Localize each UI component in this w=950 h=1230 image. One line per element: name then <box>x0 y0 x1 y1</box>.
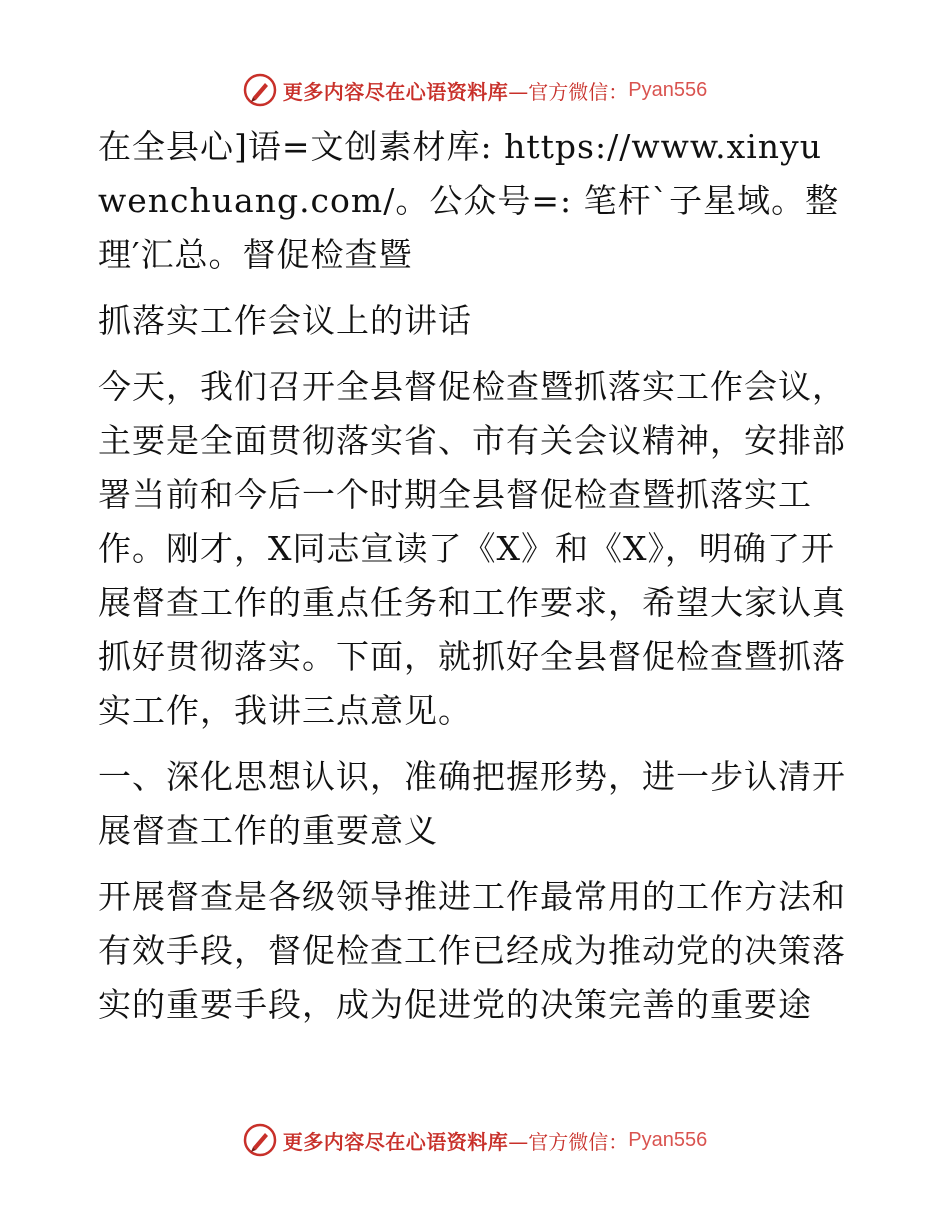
paragraph-title-line-2: 抓落实工作会议上的讲话 <box>98 301 472 340</box>
watermark-text: 更多内容尽在心语资料库 <box>282 79 509 104</box>
footer-watermark <box>0 1120 950 1160</box>
document-body <box>98 120 850 1044</box>
pen-logo-icon <box>243 1123 277 1157</box>
section-heading-1: 一、深化思想认识，准确把握形势，进一步认清开展督查工作的重要意义 <box>98 757 846 850</box>
paragraph-title-line-1: 在全县心]语=文创素材库: https://www.xinyuwenchuang.com/。公众号=: 笔杆`子星域。整理′汇总。督促检查暨 <box>98 127 840 274</box>
watermark-text: 更多内容尽在心语资料库 <box>282 1129 509 1154</box>
watermark-wechat-id: Pyan556 <box>628 1128 708 1151</box>
header-watermark <box>0 70 950 110</box>
watermark-wechat-id: Pyan556 <box>628 78 708 101</box>
watermark-separator: —官方微信： <box>508 1129 629 1154</box>
pen-logo-icon <box>243 73 277 107</box>
paragraph-intro: 今天，我们召开全县督促检查暨抓落实工作会议，主要是全面贯彻落实省、市有关会议精神，安排部署当前和今后一个时期全县督促检查暨抓落实工作。刚才，X同志宣读了《X》和《X》，明确了开展督查工作的重点任务和工作要求，希望大家认真抓好贯彻落实。下面，就抓好全县督促检查暨抓落实工作，我讲三点意见。 <box>98 367 846 730</box>
watermark-separator: —官方微信： <box>508 79 629 104</box>
paragraph-section-1: 开展督查是各级领导推进工作最常用的工作方法和有效手段，督促检查工作已经成为推动党的决策落实的重要手段，成为促进党的决策完善的重要途 <box>98 877 846 1024</box>
